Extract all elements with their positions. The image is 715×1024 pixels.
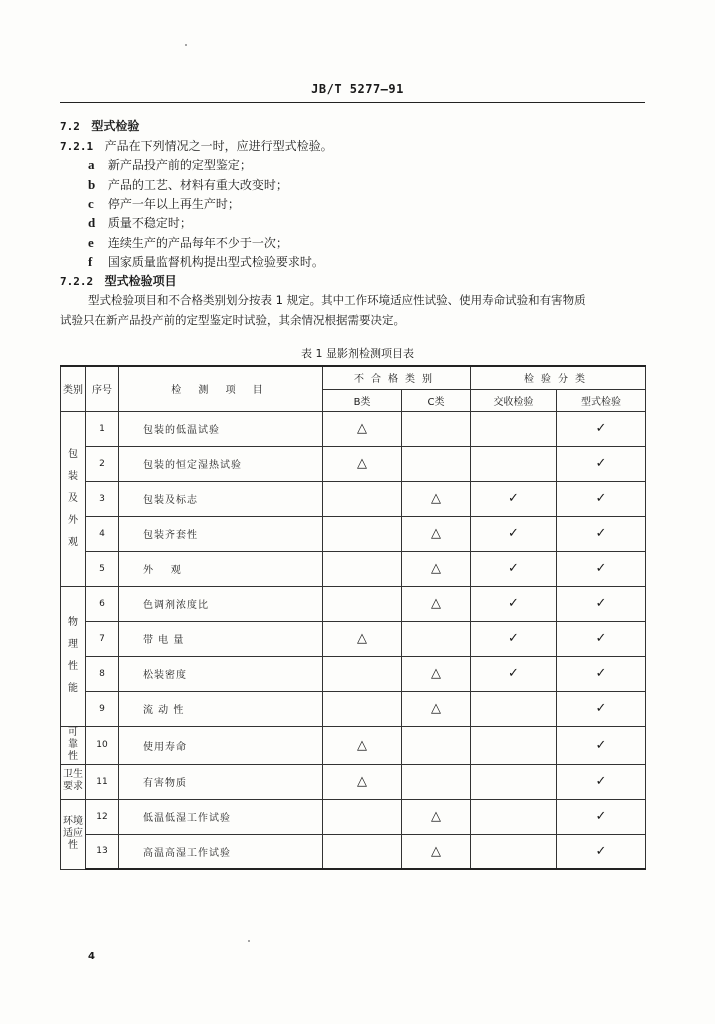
category-reliability: 可靠性	[61, 726, 86, 764]
row-type-mark: ✓	[557, 621, 646, 656]
table-caption: 表 1 显影剂检测项目表	[301, 347, 414, 360]
row-number: 13	[86, 834, 119, 869]
row-c-mark: △	[402, 586, 471, 621]
row-number: 6	[86, 586, 119, 621]
section-number: 7.2	[60, 120, 80, 133]
list-item-letter: f	[88, 254, 93, 269]
row-type-mark: ✓	[557, 516, 646, 551]
row-b-mark: △	[323, 726, 402, 764]
table-row	[61, 834, 646, 869]
category-hygiene: 卫生要求	[61, 764, 86, 799]
scan-speck	[185, 44, 187, 46]
row-item: 松装密度	[119, 656, 323, 691]
row-item: 高温高湿工作试验	[119, 834, 323, 869]
row-delivery-mark: ✓	[471, 621, 557, 656]
page-number: 4	[88, 951, 95, 962]
category-physical: 物理性能	[61, 586, 86, 726]
list-item	[88, 215, 192, 231]
row-b-mark	[323, 586, 402, 621]
table-row	[61, 726, 646, 764]
row-delivery-mark: ✓	[471, 586, 557, 621]
row-number: 10	[86, 726, 119, 764]
header-class-b: B类	[323, 389, 402, 411]
row-type-mark: ✓	[557, 799, 646, 834]
list-item-text: 连续生产的产品每年不少于一次；	[107, 236, 288, 250]
header-category: 类别	[61, 366, 86, 411]
list-item-letter: b	[88, 177, 96, 192]
list-item	[88, 196, 240, 212]
scan-speck	[248, 940, 250, 942]
table-row	[61, 764, 646, 799]
row-item: 有害物质	[119, 764, 323, 799]
paragraph-line-1: 型式检验项目和不合格类别划分按表 1 规定。其中工作环境适应性试验、使用寿命试验和有害物质	[88, 293, 586, 307]
row-number: 3	[86, 481, 119, 516]
row-c-mark: △	[402, 481, 471, 516]
row-b-mark	[323, 691, 402, 726]
row-b-mark	[323, 481, 402, 516]
row-number: 11	[86, 764, 119, 799]
row-c-mark	[402, 411, 471, 446]
row-b-mark: △	[323, 621, 402, 656]
table-row	[61, 446, 646, 481]
row-b-mark	[323, 516, 402, 551]
header-type-test: 型式检验	[557, 389, 646, 411]
list-item-text: 质量不稳定时；	[107, 216, 192, 230]
row-item: 使用寿命	[119, 726, 323, 764]
row-type-mark: ✓	[557, 481, 646, 516]
row-c-mark: △	[402, 516, 471, 551]
row-item: 低温低湿工作试验	[119, 799, 323, 834]
table-row	[61, 551, 646, 586]
row-c-mark: △	[402, 551, 471, 586]
row-b-mark	[323, 656, 402, 691]
row-type-mark: ✓	[557, 691, 646, 726]
category-packaging: 包装及外观	[61, 411, 86, 586]
list-item	[88, 177, 288, 193]
row-number: 9	[86, 691, 119, 726]
row-c-mark	[402, 764, 471, 799]
row-c-mark: △	[402, 656, 471, 691]
list-item-text: 新产品投产前的定型鉴定；	[107, 158, 252, 172]
row-delivery-mark: ✓	[471, 656, 557, 691]
row-number: 4	[86, 516, 119, 551]
row-item: 包装齐套性	[119, 516, 323, 551]
row-b-mark: △	[323, 446, 402, 481]
subsection-722-title: 型式检验项目	[104, 274, 177, 288]
row-number: 8	[86, 656, 119, 691]
table-row	[61, 586, 646, 621]
list-item-text: 停产一年以上再生产时；	[107, 197, 240, 211]
section-title: 型式检验	[91, 119, 140, 133]
list-item	[88, 254, 324, 270]
row-delivery-mark	[471, 726, 557, 764]
row-number: 1	[86, 411, 119, 446]
list-item-letter: d	[88, 215, 96, 230]
subsection-722	[60, 273, 177, 290]
row-type-mark: ✓	[557, 656, 646, 691]
row-item: 外 观	[119, 551, 323, 586]
row-delivery-mark	[471, 691, 557, 726]
row-item: 包装及标志	[119, 481, 323, 516]
header-inspection: 检验分类	[471, 366, 646, 389]
row-delivery-mark	[471, 764, 557, 799]
inspection-table	[60, 365, 646, 870]
row-b-mark: △	[323, 411, 402, 446]
row-delivery-mark	[471, 411, 557, 446]
list-item-text: 产品的工艺、材料有重大改变时；	[107, 178, 288, 192]
row-type-mark: ✓	[557, 764, 646, 799]
table-row	[61, 481, 646, 516]
list-item-letter: a	[88, 157, 95, 172]
header-item: 检 测 项 目	[119, 366, 323, 411]
row-delivery-mark: ✓	[471, 551, 557, 586]
list-item-letter: e	[88, 235, 94, 250]
table-row	[61, 799, 646, 834]
list-item	[88, 157, 252, 173]
header-class-c: C类	[402, 389, 471, 411]
row-b-mark	[323, 799, 402, 834]
list-item-text: 国家质量监督机构提出型式检验要求时。	[107, 255, 324, 269]
subsection-721	[60, 138, 333, 155]
table-header-row	[61, 366, 646, 389]
row-delivery-mark	[471, 799, 557, 834]
row-delivery-mark: ✓	[471, 481, 557, 516]
header-seq: 序号	[86, 366, 119, 411]
header-delivery: 交收检验	[471, 389, 557, 411]
section-heading	[60, 118, 139, 135]
row-type-mark: ✓	[557, 586, 646, 621]
table-row	[61, 621, 646, 656]
category-environment: 环境适应性	[61, 799, 86, 869]
header-nonconform: 不合格类别	[323, 366, 471, 389]
subsection-721-text: 产品在下列情况之一时，应进行型式检验。	[104, 139, 333, 153]
row-c-mark	[402, 621, 471, 656]
row-b-mark	[323, 834, 402, 869]
row-type-mark: ✓	[557, 726, 646, 764]
row-item: 色调剂浓度比	[119, 586, 323, 621]
row-item: 包装的恒定湿热试验	[119, 446, 323, 481]
row-number: 5	[86, 551, 119, 586]
row-c-mark: △	[402, 799, 471, 834]
row-item: 包装的低温试验	[119, 411, 323, 446]
row-item: 带 电 量	[119, 621, 323, 656]
row-delivery-mark: ✓	[471, 516, 557, 551]
row-type-mark: ✓	[557, 446, 646, 481]
row-number: 12	[86, 799, 119, 834]
row-type-mark: ✓	[557, 551, 646, 586]
row-type-mark: ✓	[557, 834, 646, 869]
header-rule	[60, 102, 645, 103]
list-item-letter: c	[88, 196, 94, 211]
row-item: 流 动 性	[119, 691, 323, 726]
row-b-mark	[323, 551, 402, 586]
row-number: 7	[86, 621, 119, 656]
row-c-mark	[402, 446, 471, 481]
row-c-mark: △	[402, 691, 471, 726]
paragraph-line-2: 试验只在新产品投产前的定型鉴定时试验，其余情况根据需要决定。	[60, 313, 405, 327]
row-delivery-mark	[471, 446, 557, 481]
row-type-mark: ✓	[557, 411, 646, 446]
row-c-mark: △	[402, 834, 471, 869]
table-row	[61, 656, 646, 691]
row-delivery-mark	[471, 834, 557, 869]
table-row	[61, 411, 646, 446]
list-item	[88, 235, 288, 251]
document-code: JB/T 5277—91	[311, 82, 404, 96]
row-c-mark	[402, 726, 471, 764]
subsection-722-number: 7.2.2	[60, 275, 94, 288]
row-number: 2	[86, 446, 119, 481]
table-row	[61, 516, 646, 551]
table-row	[61, 691, 646, 726]
row-b-mark: △	[323, 764, 402, 799]
subsection-721-number: 7.2.1	[60, 140, 94, 153]
